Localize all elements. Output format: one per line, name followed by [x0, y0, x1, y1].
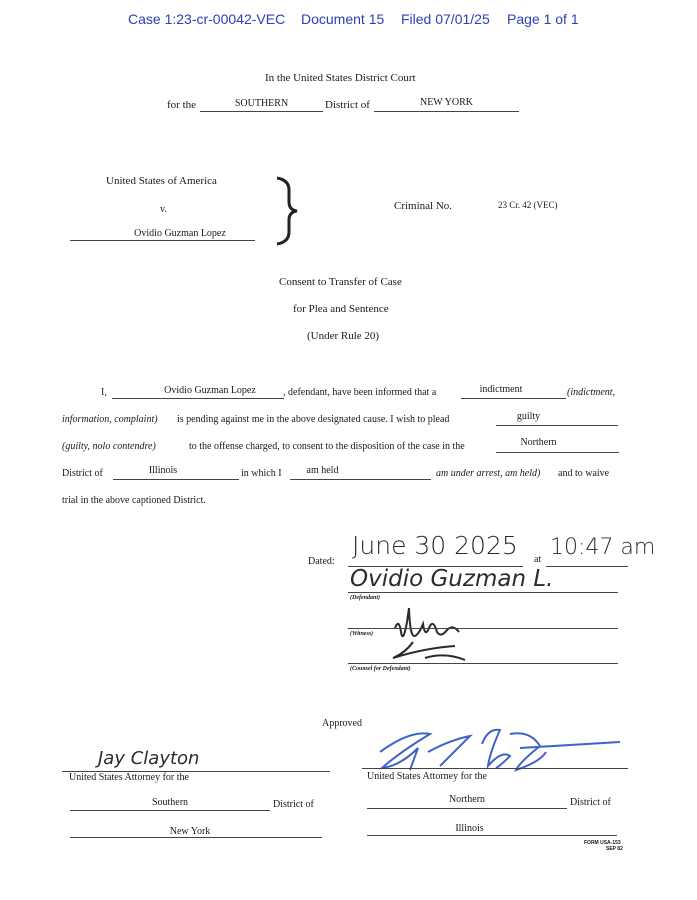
versus: v.: [160, 204, 167, 215]
body-informed: , defendant, have been informed that a: [283, 387, 437, 398]
body-transfer-district: Northern: [520, 437, 557, 448]
body-consent: to the offense charged, to consent to the disposition of the case in the: [189, 441, 465, 452]
body-charge-options: (indictment,: [567, 387, 616, 398]
defendant-signature: Ovidio Guzman L.: [350, 566, 554, 592]
plaintiff: United States of America: [106, 175, 217, 187]
right-district-of: District of: [570, 797, 611, 808]
counsel-label: (Counsel for Defendant): [350, 666, 411, 672]
page-number: Page 1 of 1: [507, 11, 579, 27]
for-the-label: for the: [167, 99, 197, 111]
court-district: SOUTHERN: [234, 98, 289, 109]
signed-time: 10:47 am: [550, 535, 656, 560]
right-signature: [370, 722, 620, 778]
left-signature: Jay Clayton: [98, 748, 200, 769]
criminal-no-label: Criminal No.: [394, 200, 453, 212]
witness-signature: [385, 598, 475, 668]
left-state: New York: [169, 826, 211, 837]
body-in-which: in which I: [241, 468, 282, 479]
right-district: Northern: [448, 794, 486, 805]
body-status-options: am under arrest, am held): [436, 468, 541, 479]
body-plea-options: (guilty, nolo contendre): [62, 441, 156, 452]
body-plea: guilty: [516, 411, 541, 422]
document-subtitle: for Plea and Sentence: [293, 303, 389, 315]
brace-icon: [273, 176, 299, 246]
court-title: In the United States District Court: [265, 72, 416, 84]
signed-date: June 30 2025: [352, 531, 518, 560]
document-number: Document 15: [301, 11, 385, 27]
body-pending: is pending against me in the above designated cause. I wish to plead: [177, 414, 450, 425]
defendant-name: Ovidio Guzman Lopez: [134, 228, 226, 239]
court-state: NEW YORK: [419, 97, 474, 108]
defendant-label: (Defendant): [350, 595, 380, 601]
body-defendant-name: Ovidio Guzman Lopez: [164, 385, 256, 396]
left-district: Southern: [151, 797, 189, 808]
body-status: am held: [306, 465, 339, 476]
form-date: SEP 82: [606, 846, 623, 852]
right-state: Illinois: [455, 823, 484, 834]
left-attorney-title: United States Attorney for the: [69, 772, 189, 783]
at-label: at: [534, 554, 542, 565]
body-charge: indictment: [479, 384, 523, 395]
body-charge-options-2: information, complaint): [62, 414, 158, 425]
document-title: Consent to Transfer of Case: [279, 276, 402, 288]
body-trial: trial in the above captioned District.: [62, 495, 206, 506]
form-number: FORM USA-153: [584, 840, 621, 846]
body-i: I,: [101, 387, 107, 398]
approved-label: Approved: [322, 718, 362, 729]
body-waive: and to waive: [558, 468, 610, 479]
district-of-label: District of: [325, 99, 370, 111]
dated-label: Dated:: [308, 556, 335, 567]
body-district-of: District of: [62, 468, 103, 479]
case-number: Case 1:23-cr-00042-VEC: [128, 11, 286, 27]
filed-date: Filed 07/01/25: [401, 11, 490, 27]
rule-reference: (Under Rule 20): [307, 330, 380, 342]
criminal-no: 23 Cr. 42 (VEC): [498, 200, 558, 210]
left-district-of: District of: [273, 799, 314, 810]
witness-label: (Witness): [350, 631, 374, 637]
body-transfer-state: Illinois: [148, 465, 178, 476]
right-attorney-title: United States Attorney for the: [367, 771, 487, 782]
